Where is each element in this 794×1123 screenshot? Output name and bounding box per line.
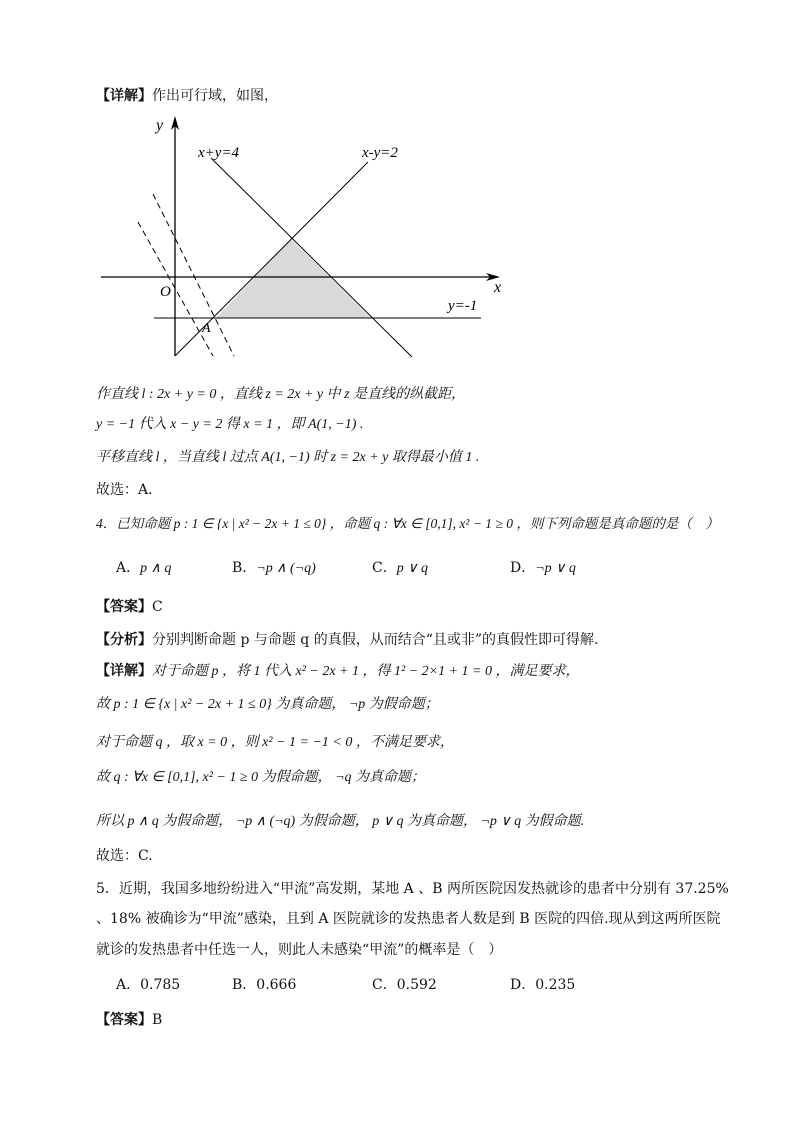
q5-option-d bbox=[510, 975, 575, 995]
detail-line-1: 作直线 l : 2x + y = 0 ，直线 z = 2x + y 中 z 是直线的纵截距， bbox=[96, 387, 466, 402]
q5-option-b bbox=[232, 975, 296, 995]
q4-option-a-text: p ∧ q bbox=[140, 561, 172, 576]
q4-option-a-label: A． bbox=[116, 560, 141, 576]
q5-option-b-text: 0.666 bbox=[256, 977, 297, 993]
q4-answer-value: C bbox=[152, 599, 163, 615]
q4-detail-first bbox=[96, 661, 580, 682]
q5-answer bbox=[96, 1010, 162, 1030]
q4-analysis-tag: 【分析】 bbox=[96, 632, 152, 648]
dashed-line-l-shifted bbox=[153, 194, 234, 356]
point-a-label: A bbox=[202, 321, 211, 336]
q4-option-b-label: B． bbox=[232, 560, 257, 576]
q4-answer bbox=[96, 597, 163, 617]
q5-option-d-label: D． bbox=[510, 977, 536, 993]
feasible-region-figure bbox=[96, 112, 516, 374]
line1-label: x+y=4 bbox=[198, 145, 240, 161]
detail-conclusion: 故选：A． bbox=[96, 482, 163, 498]
q4-analysis bbox=[96, 630, 599, 650]
line-x-plus-y-4 bbox=[211, 158, 412, 357]
q4-option-c bbox=[372, 558, 428, 579]
detail-tag: 【详解】 bbox=[96, 88, 152, 104]
q4-detail-line-4: 故 q : ∀x ∈ [0,1], x² − 1 ≥ 0 为假命题， ¬q 为真命题； bbox=[96, 770, 426, 785]
origin-label: O bbox=[160, 284, 171, 300]
q5-option-c-text: 0.592 bbox=[396, 977, 437, 993]
line3-label: y=-1 bbox=[448, 298, 478, 314]
q4-option-b bbox=[232, 558, 316, 579]
y-axis-label: y bbox=[156, 117, 164, 134]
q5-option-a-text: 0.785 bbox=[140, 977, 181, 993]
q5-answer-tag: 【答案】 bbox=[96, 1012, 152, 1028]
q4-option-d-label: D． bbox=[510, 560, 536, 576]
q4-option-b-text: ¬p ∧ (¬q) bbox=[256, 561, 316, 576]
detail-heading bbox=[96, 86, 278, 106]
q4-conclusion: 故选：C. bbox=[96, 848, 153, 864]
q4-detail-line-3: 对于命题 q ，取 x = 0 ，则 x² − 1 = −1 < 0 ，不满足要求， bbox=[96, 735, 454, 750]
q4-stem: 4．已知命题 p : 1 ∈ {x | x² − 2x + 1 ≤ 0} ，命题 q : ∀x ∈ [0,1], x² − 1 ≥ 0 ，则下列命题是真命题的是（ ） bbox=[96, 516, 719, 531]
detail-line-2: y = −1 代入 x − y = 2 得 x = 1 ，即 A(1, −1) . bbox=[96, 417, 364, 432]
q5-stem-line-3: 就诊的发热患者中任选一人，则此人未感染“甲流”的概率是（ ） bbox=[96, 942, 503, 958]
q4-detail-line-5: 所以 p ∧ q 为假命题， ¬p ∧ (¬q) 为假命题， p ∨ q 为真命题， ¬p ∨ q 为假命题. bbox=[96, 814, 585, 829]
line2-label: x-y=2 bbox=[362, 145, 398, 161]
q4-option-c-label: C． bbox=[372, 560, 397, 576]
detail-intro: 作出可行域，如图， bbox=[152, 88, 278, 104]
q4-detail-line-2: 故 p : 1 ∈ {x | x² − 2x + 1 ≤ 0} 为真命题， ¬p 为假命题； bbox=[96, 697, 439, 712]
q5-option-c bbox=[372, 975, 437, 995]
q4-analysis-text: 分别判断命题 p 与命题 q 的真假，从而结合“且或非”的真假性即可得解. bbox=[152, 632, 599, 648]
q5-option-d-text: 0.235 bbox=[535, 977, 576, 993]
q5-stem-line-2: 、18% 被确诊为“甲流”感染，且到 A 医院就诊的发热患者人数是到 B 医院的四倍.现从到这两所医院 bbox=[96, 911, 721, 927]
q5-option-c-label: C． bbox=[372, 977, 397, 993]
q4-option-d-text: ¬p ∨ q bbox=[535, 561, 576, 576]
q5-answer-value: B bbox=[152, 1012, 163, 1028]
q5-option-b-label: B． bbox=[232, 977, 257, 993]
q4-detail-line-1: 对于命题 p ，将 1 代入 x² − 2x + 1 ，得 1² − 2×1 + 1 = 0 ，满足要求， bbox=[152, 664, 580, 679]
q4-detail-tag: 【详解】 bbox=[96, 663, 152, 679]
q5-option-a bbox=[116, 975, 180, 995]
q4-option-c-text: p ∨ q bbox=[396, 561, 428, 576]
q4-option-a bbox=[116, 558, 171, 579]
feasible-region bbox=[216, 239, 371, 318]
q5-stem-line-1: 5．近期，我国多地纷纷进入“甲流”高发期，某地 A 、B 两所医院因发热就诊的患者中分别有 37.25% bbox=[96, 881, 729, 897]
q4-answer-tag: 【答案】 bbox=[96, 599, 152, 615]
q5-option-a-label: A． bbox=[116, 977, 141, 993]
q4-option-d bbox=[510, 558, 576, 579]
x-axis-label: x bbox=[494, 279, 502, 296]
detail-line-3: 平移直线 l ，当直线 l 过点 A(1, −1) 时 z = 2x + y 取得最小值 1 . bbox=[96, 450, 480, 465]
